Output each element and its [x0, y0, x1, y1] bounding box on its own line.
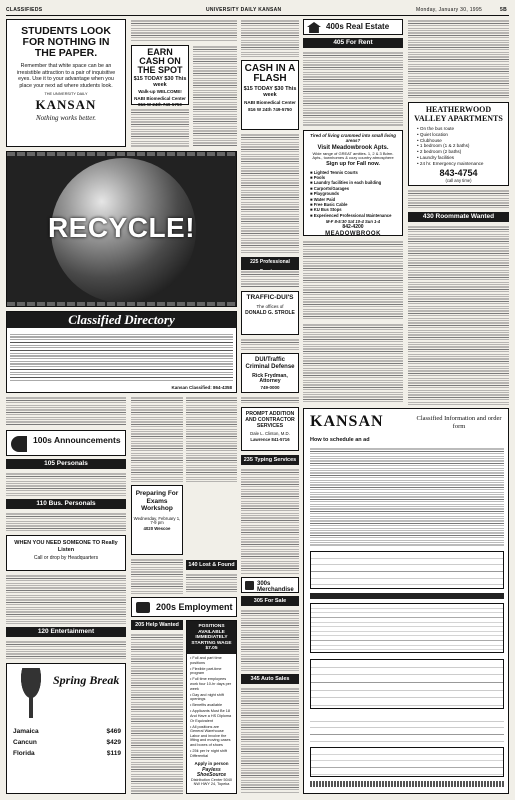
typing-bar: 235 Typing Services	[241, 455, 299, 465]
text-block	[193, 45, 237, 147]
briefcase-icon	[136, 602, 150, 613]
promo-title: STUDENTS LOOK FOR NOTHING IN THE PAPER.	[21, 25, 111, 59]
mb-amenity: ■ Carports/Garages	[310, 185, 350, 191]
spring-list	[13, 726, 121, 759]
text-block	[408, 19, 509, 99]
text-block	[241, 133, 299, 253]
entertainment-bar: 120 Entertainment	[6, 627, 126, 637]
text-block	[241, 270, 299, 288]
text-block	[6, 640, 126, 660]
shopping-icon	[245, 581, 254, 590]
text-block	[241, 396, 299, 404]
spring-title: Spring Break	[53, 673, 120, 687]
hw-item: • 1 bedroom (1 & 2 baths)	[417, 143, 470, 149]
mb-brand: MEADOWBROOK	[325, 231, 381, 238]
order-heading: Classified Information and order form	[416, 415, 502, 430]
ad-copy-field[interactable]	[310, 659, 504, 709]
spring-row: Jamaica $469	[13, 728, 121, 735]
page-number: 5B	[500, 7, 507, 13]
text-block	[241, 687, 299, 794]
text-block	[6, 574, 126, 624]
cash1-org: NABI Biomedical Center	[134, 95, 186, 101]
mb-phone: 842-4200	[342, 224, 364, 231]
employment-head	[131, 597, 237, 617]
mb-cta: Sign up for Fall now.	[326, 161, 380, 167]
positions-bullet: • 25¢ per hr night shift Differential	[190, 749, 228, 758]
mb-amenity: ■ Free Basic Cable	[310, 201, 348, 207]
spring-break-ad	[6, 663, 126, 794]
payless-name: Payless ShoeSource	[196, 767, 227, 779]
section-name: CLASSIFIEDS	[6, 7, 43, 13]
personals-bar: 105 Personals	[6, 459, 126, 469]
for-sale-bar: 305 For Sale	[241, 596, 299, 606]
text-block	[241, 19, 299, 57]
page-header	[6, 6, 509, 14]
dui-name: Rick Frydman, Attorney	[252, 373, 288, 385]
text-block	[131, 633, 183, 794]
for-rent-bar: 405 For Rent	[303, 38, 403, 48]
positions-ad	[186, 485, 237, 486]
merch-head	[241, 577, 299, 593]
promo-brand: KANSAN	[35, 97, 97, 113]
classifications-grid	[310, 603, 504, 653]
hw-item: • 24 hr. Emergency maintenance	[417, 160, 484, 166]
recycle-border-text-bottom	[7, 302, 236, 306]
order-form	[303, 408, 509, 794]
exams-date: Wednesday, February 1, 7-9 pm	[133, 515, 181, 525]
mb-name: Visit Meadowbrook Apts.	[317, 145, 389, 151]
text-block	[303, 323, 403, 403]
prompt-ad	[241, 407, 299, 451]
hw-item: • Quiet location	[417, 131, 448, 137]
prompt-phone: Lawrence 841-5716	[250, 437, 290, 443]
announcements-label: 100s Announcements	[33, 435, 121, 445]
order-brand: KANSAN	[310, 413, 384, 430]
text-block	[241, 468, 299, 574]
positions-bullet: • Day and night shift openings	[190, 692, 224, 702]
mb-amenity: ■ Pools	[310, 174, 326, 180]
rate-table	[310, 551, 504, 589]
promo-tagline: Nothing works better.	[35, 114, 97, 123]
text-block	[303, 240, 403, 320]
merch-label: 300s Merchandise	[257, 581, 294, 593]
mb-amenities	[304, 168, 402, 219]
hw-item: • On the bus route	[417, 126, 455, 131]
text-block	[303, 51, 403, 127]
hq-sub: Call or drop by Headquarters	[33, 555, 99, 561]
recycle-label: RECYCLE!	[47, 212, 196, 243]
recycle-border-text	[7, 152, 236, 156]
dui-ad	[241, 353, 299, 393]
issue-date: Monday, January 30, 1995	[416, 7, 483, 13]
mb-amenity: ■ Water Paid	[310, 196, 336, 202]
dui-title: DUI/Traffic Criminal Defense	[245, 357, 295, 370]
promo-brand-top: THE UNIVERSITY DAILY	[44, 92, 88, 97]
positions-title: POSITIONS AVAILABLE IMMEDIATELY STARTING WAGE $7.05	[187, 621, 236, 654]
positions-apply: Apply in person	[194, 760, 229, 766]
megaphone-icon	[11, 436, 27, 452]
text-block	[131, 396, 183, 482]
exams-place: 4020 Wescoe	[143, 526, 171, 532]
hw-title: HEATHERWOOD VALLEY APARTMENTS	[414, 105, 503, 123]
prompt-name: Dale L. Clinton, M.D.	[250, 431, 290, 436]
positions-bullet: • Flexible part-time program	[190, 666, 222, 676]
exams-title: Preparing For Exams Workshop	[135, 490, 179, 512]
real-estate-label: 400s Real Estate	[326, 22, 390, 31]
promo-ad	[6, 19, 126, 147]
promo-body: Remember that white space can be an irresistible attraction to a pair of inquisitive eyes. Use it to your advantage when you place your next ad where students look.	[16, 63, 116, 89]
cash-ad-1	[131, 45, 189, 105]
cash2-phone: 816 W 24th 749-5750	[248, 106, 292, 112]
name-field[interactable]	[310, 715, 504, 743]
lost-found-bar: 140 Lost & Found	[186, 560, 237, 570]
traffic-name: DONALD G. STROLE	[245, 310, 295, 316]
roommate-bar: 430 Roommate Wanted	[408, 212, 509, 222]
text-block	[186, 573, 237, 594]
mb-hours: M-F 8-5:30 Sat 10-4 Sun 1-4	[325, 219, 381, 225]
traffic-line: The offices of	[256, 303, 284, 309]
employment-label: 200s Employment	[156, 602, 233, 612]
directory-title: Classified Directory	[7, 312, 236, 328]
text-block	[131, 19, 237, 41]
announcements-head	[6, 430, 126, 456]
directory-list	[10, 332, 233, 382]
mb-heading: Tired of living crammed into small living areas?	[310, 133, 396, 143]
prof-services-bar: 225 Professional	[241, 257, 299, 277]
text-block	[6, 512, 126, 532]
exams-ad	[131, 485, 183, 555]
mb-amenity: ■ Experienced Professional Maintenance	[310, 212, 392, 218]
cash2-title: CASH IN A FLASH	[244, 63, 296, 84]
order-instructions	[310, 447, 504, 547]
hw-phone: 843-4754	[439, 167, 478, 178]
heatherwood-ad	[408, 102, 509, 186]
cash-ad-2	[241, 60, 299, 130]
real-estate-head	[303, 19, 403, 35]
positions-bullet: • Applicants Must Be 18 And Have a HS Diploma Or Equivalent	[190, 709, 232, 723]
prompt-title: PROMPT ADDITION AND CONTRACTOR SERVICES	[245, 411, 295, 429]
headquarters-ad	[6, 535, 126, 571]
house-icon	[307, 22, 321, 33]
text-block	[131, 108, 189, 147]
positions-bullet: • Full time employees work four 10-hr days per week	[190, 677, 232, 691]
positions-bullets	[187, 654, 236, 758]
hw-items	[409, 123, 508, 167]
traffic-title: TRAFFIC-DUI'S	[246, 294, 294, 301]
hq-heading: WHEN YOU NEED SOMEONE TO Really Listen	[14, 540, 118, 553]
cash1-title: EARN CASH ON THE SPOT	[137, 47, 183, 75]
text-block	[241, 338, 299, 350]
payless-center: Distribution Center 5040 NW HWY 24, Topeka	[191, 778, 232, 787]
spring-row: Florida $119	[13, 750, 121, 757]
cash2-org: NABI Biomedical Center	[244, 100, 296, 105]
hw-item: • Clubhouse	[417, 137, 442, 143]
dui-phone: 749-0000	[260, 385, 280, 391]
cash2-amount: $15 TODAY $30 This week	[243, 86, 297, 98]
bus-personals-bar: 110 Bus. Personals	[6, 499, 126, 509]
hw-item: • 2 bedroom (2 baths)	[417, 149, 462, 155]
hw-call: (call any time)	[445, 177, 472, 183]
directory-footer: Kansan Classified: 864-4358	[171, 385, 232, 390]
hw-item: • Laundry facilities	[417, 154, 455, 160]
mb-amenity: ■ KU Bus Stops	[310, 207, 342, 213]
mb-amenity: ■ Playgrounds	[310, 191, 340, 197]
positions-bullet: • Benefits available	[190, 703, 223, 708]
order-summary-line	[310, 593, 504, 599]
text-block	[131, 558, 183, 594]
classified-directory	[6, 311, 237, 393]
spring-row: Cancun $429	[13, 739, 121, 746]
mb-amenity: ■ Lighted Tennis Courts	[310, 169, 358, 175]
text-block	[408, 189, 509, 209]
cash1-amount: $15 TODAY $30 This week	[133, 76, 187, 88]
meadowbrook-ad	[303, 130, 403, 236]
positions-bullet: • All positions are General Warehouse Labor and involve the lifting and moving cases and boxes of shoes	[190, 724, 231, 748]
positions-bullet: • Full and part time positions	[190, 655, 222, 665]
traffic-ad	[241, 291, 299, 335]
payless-ad	[186, 620, 237, 794]
text-block	[408, 225, 509, 405]
payment-box[interactable]	[310, 747, 504, 777]
cash1-walkup: Walk-up WELCOME!	[138, 89, 182, 94]
order-how: How to schedule an ad	[310, 437, 370, 443]
order-footer-line	[310, 781, 504, 787]
header-rule	[6, 15, 509, 16]
recycle-banner	[6, 151, 237, 307]
mb-sub: Wide range of GREAT amities. 1, 2 & 3 Bdrm. Apts., townhomes & cozy country atmosphere	[312, 151, 394, 160]
text-block	[186, 396, 237, 482]
paper-name: UNIVERSITY DAILY KANSAN	[206, 7, 282, 13]
help-wanted-bar: 205 Help Wanted	[131, 620, 183, 630]
text-block	[6, 396, 126, 426]
mb-amenity: ■ Laundry facilities in each building	[310, 180, 382, 186]
text-block	[241, 609, 299, 671]
text-block	[6, 472, 126, 496]
auto-bar: 345 Auto Sales	[241, 674, 299, 684]
palm-tree-icon	[11, 668, 51, 718]
cash1-phone: 816 W 24th 749-5750	[138, 102, 182, 107]
